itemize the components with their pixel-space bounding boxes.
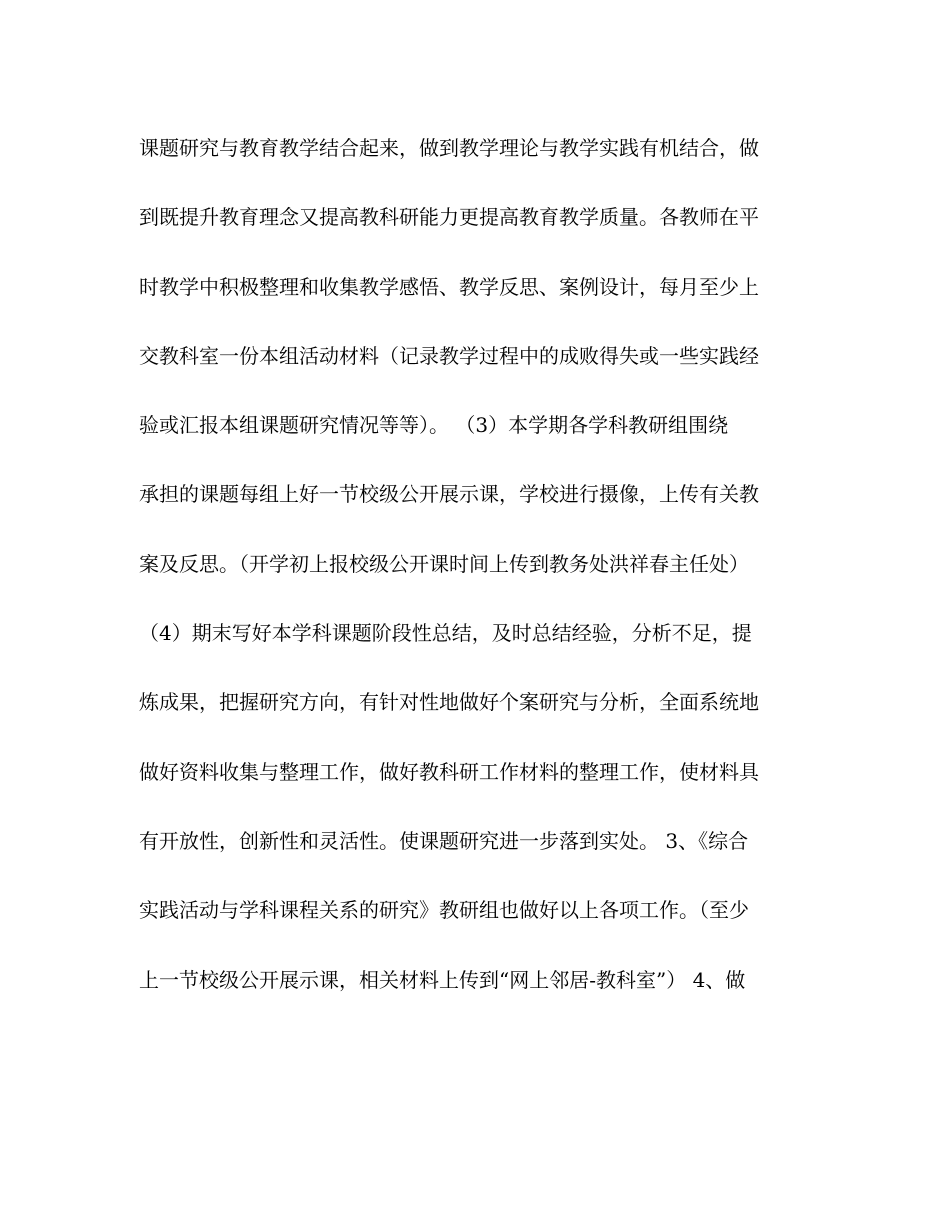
text-line: 炼成果，把握研究方向，有针对性地做好个案研究与分析，全面系统地 xyxy=(139,690,759,715)
text-line: 实践活动与学科课程关系的研究》教研组也做好以上各项工作。（至少 xyxy=(139,898,749,923)
text-line: 承担的课题每组上好一节校级公开展示课，学校进行摄像，上传有关教 xyxy=(139,482,759,507)
text-line: 有开放性，创新性和灵活性。使课题研究进一步落到实处。 3、《综合 xyxy=(139,828,749,853)
text-line: 交教科室一份本组活动材料（记录教学过程中的成败得失或一些实践经 xyxy=(139,343,759,368)
text-line: 到既提升教育理念又提高教科研能力更提高教育教学质量。各教师在平 xyxy=(139,205,759,230)
text-line: 时教学中积极整理和收集教学感悟、教学反思、案例设计，每月至少上 xyxy=(139,274,759,299)
document-body xyxy=(139,138,819,1039)
text-line: 做好资料收集与整理工作，做好教科研工作材料的整理工作，使材料具 xyxy=(139,759,759,784)
text-line: （4）期末写好本学科课题阶段性总结，及时总结经验，分析不足，提 xyxy=(139,621,752,646)
text-line: 上一节校级公开展示课，相关材料上传到“网上邻居-教科室”） 4、做 xyxy=(139,967,746,992)
text-line: 案及反思。（开学初上报校级公开课时间上传到教务处洪祥春主任处） xyxy=(139,551,749,576)
text-line: 验或汇报本组课题研究情况等等）。 （3）本学期各学科教研组围绕 xyxy=(139,413,729,438)
text-line: 课题研究与教育教学结合起来，做到教学理论与教学实践有机结合，做 xyxy=(139,136,759,160)
